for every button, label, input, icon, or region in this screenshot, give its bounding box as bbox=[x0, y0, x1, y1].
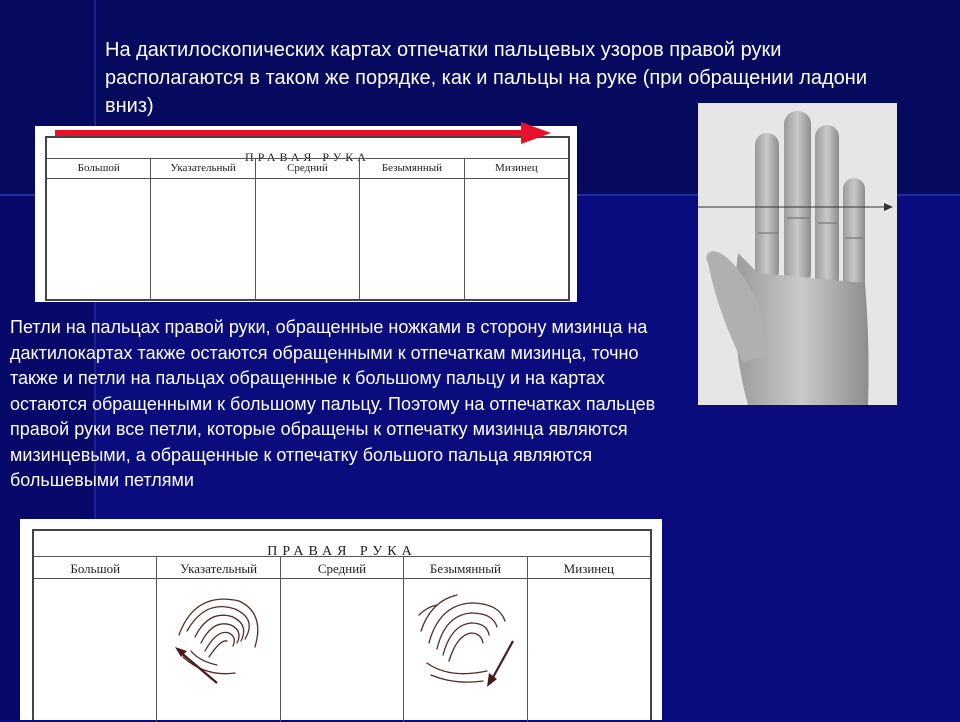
column-ring bbox=[360, 158, 464, 299]
column-ring bbox=[404, 556, 527, 722]
loop-fingerprint-icon bbox=[165, 591, 275, 691]
column-index bbox=[151, 158, 255, 299]
column-label: Указательный bbox=[170, 162, 236, 174]
column-label: Указательный bbox=[180, 561, 258, 576]
column-index bbox=[157, 556, 280, 722]
body-text: Петли на пальцах правой руки, обращенные ножками в сторону мизинца на дактилокартах также остаются обращенными к отпечаткам мизинца, точно также и петли на пальцах обращенные к большому пальцу и на картах остаются обращенными к большому пальцу. Поэтому на отпечатках пальцев правой руки все петли, которые обращены к отпечатку мизинца являются мизинцевыми, а обращенные к отпечатку большого пальца являются большевыми петлями bbox=[10, 317, 656, 490]
column-label: Средний bbox=[287, 162, 328, 174]
column-thumb bbox=[47, 158, 151, 299]
column-label: Безымянный bbox=[429, 561, 501, 576]
fingerprint-card-bottom bbox=[20, 519, 662, 720]
card-frame bbox=[45, 136, 570, 301]
card-frame bbox=[32, 529, 652, 720]
intro-text: На дактилоскопических картах отпечатки пальцевых узоров правой руки располагаются в таком же порядке, как и пальцы на руке (при обращении ладони вниз) bbox=[105, 39, 868, 117]
column-label: Безымянный bbox=[381, 162, 442, 174]
column-middle bbox=[281, 556, 404, 722]
column-thumb bbox=[34, 556, 157, 722]
hand-icon bbox=[698, 103, 897, 405]
hand-photo bbox=[698, 103, 897, 405]
column-label: Средний bbox=[317, 561, 367, 576]
card-title: ПРАВАЯ РУКА bbox=[245, 150, 370, 164]
column-little bbox=[465, 158, 568, 299]
column-label: Большой bbox=[77, 162, 120, 174]
loop-fingerprint-icon bbox=[409, 591, 524, 691]
column-middle bbox=[256, 158, 360, 299]
direction-arrow-icon bbox=[55, 122, 551, 144]
card-columns bbox=[47, 158, 568, 299]
column-label: Большой bbox=[70, 561, 121, 576]
fingerprint-card-top bbox=[35, 126, 577, 302]
card-title: ПРАВАЯ РУКА bbox=[267, 544, 417, 559]
card-columns bbox=[34, 556, 650, 722]
column-label: Мизинец bbox=[495, 162, 538, 174]
column-little bbox=[528, 556, 650, 722]
column-label: Мизинец bbox=[563, 561, 614, 576]
